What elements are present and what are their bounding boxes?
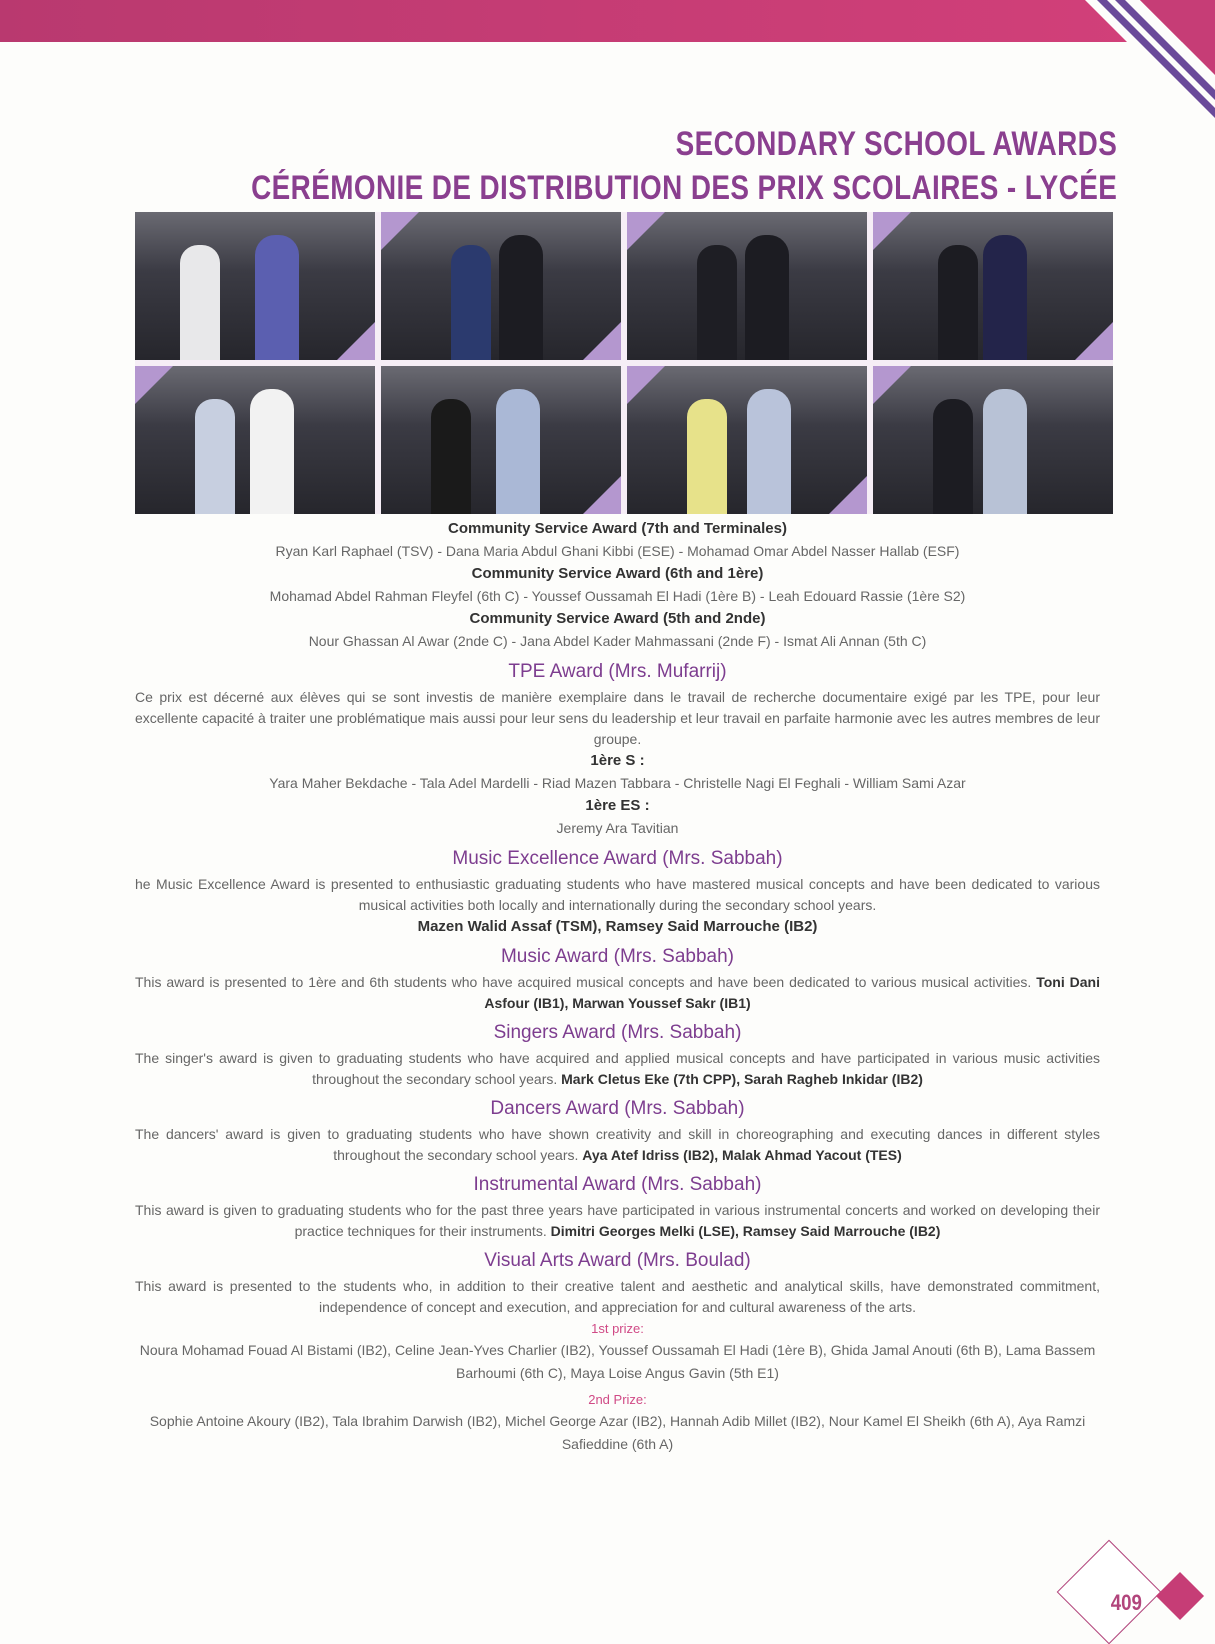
ceremony-photo <box>135 212 375 360</box>
award-title: Community Service Award (6th and 1ère) <box>471 565 764 582</box>
award-names: Nour Ghassan Al Awar (2nde C) - Jana Abdel Kader Mahmassani (2nde F) - Ismat Ali Annan (5th C) <box>308 633 927 649</box>
ceremony-photo <box>627 212 867 360</box>
ceremony-photo <box>135 366 375 514</box>
award-names: Mohamad Abdel Rahman Fleyfel (6th C) - Youssef Oussamah El Hadi (1ère B) - Leah Edouard Rassie (1ère S2) <box>269 588 966 604</box>
award-title: Community Service Award (7th and Terminales) <box>448 520 787 537</box>
award-names: Noura Mohamad Fouad Al Bistami (IB2), Celine Jean-Yves Charlier (IB2), Youssef Oussamah El Hadi (1ère B), Ghida Jamal Anouti (6th B), Lama Bassem Barhoumi (6th C), Maya Loise Angus Gavin (5th E1) <box>139 1342 1096 1381</box>
section-description: he Music Excellence Award is presented to enthusiastic graduating students who have mastered musical concepts and have been dedicated to various musical activities both locally and internationally during the secondary school years. <box>135 876 1100 913</box>
ceremony-photo <box>873 366 1113 514</box>
top-banner <box>0 0 1215 42</box>
section-description: Ce prix est décerné aux élèves qui se sont investis de manière exemplaire dans le travail de recherche documentaire exigé par les TPE, pour leur excellente capacité à traiter une problématique mais aussi pour leur sens du leadership et leur travail en parfaite harmonie avec les autres membres de leur groupe. <box>135 689 1100 747</box>
section-heading: Dancers Award (Mrs. Sabbah) <box>490 1098 745 1119</box>
awards-content <box>135 518 1100 1456</box>
ceremony-photo <box>381 212 621 360</box>
page-number: 409 <box>1110 1590 1142 1615</box>
page-number-frame <box>1057 1540 1162 1644</box>
prize-label: 2nd Prize: <box>588 1392 647 1407</box>
award-names: Sophie Antoine Akoury (IB2), Tala Ibrahim Darwish (IB2), Michel George Azar (IB2), Hannah Adib Millet (IB2), Nour Kamel El Sheikh (6th A), Aya Ramzi Safieddine (6th A) <box>149 1413 1086 1452</box>
award-winners: Mark Cletus Eke (7th CPP), Sarah Ragheb Inkidar (IB2) <box>561 1071 923 1087</box>
page-title <box>61 122 1117 210</box>
award-names: Ryan Karl Raphael (TSV) - Dana Maria Abdul Ghani Kibbi (ESE) - Mohamad Omar Abdel Nasser Hallab (ESF) <box>275 543 960 559</box>
section-description: The dancers' award is given to graduating students who have shown creativity and skill in choreographing and executing dances in different styles throughout the secondary school years. Aya Atef Idriss (IB2), Malak Ahmad Yacout (TES) <box>135 1126 1100 1163</box>
page-diamond-decoration <box>1156 1572 1204 1620</box>
section-description: This award is presented to the students who, in addition to their creative talent and aesthetic and analytical skills, have demonstrated commitment, independence of concept and execution, and appreciation for and cultural awareness of the arts. <box>135 1278 1100 1315</box>
title-english: SECONDARY SCHOOL AWARDS <box>675 125 1117 163</box>
award-names: Jeremy Ara Tavitian <box>556 820 679 836</box>
section-description: The singer's award is given to graduating students who have acquired and applied musical concepts and have participated in various music activities throughout the secondary school years. Mark Cletus Eke (7th CPP), Sarah Ragheb Inkidar (IB2) <box>135 1050 1100 1087</box>
section-heading: Visual Arts Award (Mrs. Boulad) <box>484 1250 751 1271</box>
section-heading: Instrumental Award (Mrs. Sabbah) <box>473 1174 762 1195</box>
section-description: This award is presented to 1ère and 6th students who have acquired musical concepts and have been dedicated to various musical activities. Toni Dani Asfour (IB1), Marwan Youssef Sakr (IB1) <box>135 974 1100 1011</box>
award-winners: Dimitri Georges Melki (LSE), Ramsey Said Marrouche (IB2) <box>550 1223 941 1239</box>
title-french: CÉRÉMONIE DE DISTRIBUTION DES PRIX SCOLAIRES - LYCÉE <box>250 169 1117 207</box>
award-title: Community Service Award (5th and 2nde) <box>469 610 766 627</box>
section-heading: Music Excellence Award (Mrs. Sabbah) <box>452 848 783 869</box>
award-names: Yara Maher Bekdache - Tala Adel Mardelli - Riad Mazen Tabbara - Christelle Nagi El Feghali - William Sami Azar <box>269 775 966 791</box>
award-winners: Mazen Walid Assaf (TSM), Ramsey Said Marrouche (IB2) <box>417 918 818 935</box>
ceremony-photo <box>627 366 867 514</box>
ceremony-photo <box>873 212 1113 360</box>
award-winners: Toni Dani Asfour (IB1), Marwan Youssef Sakr (IB1) <box>484 974 1100 1011</box>
ceremony-photo <box>381 366 621 514</box>
section-heading: TPE Award (Mrs. Mufarrij) <box>508 661 727 682</box>
class-label: 1ère S : <box>590 752 645 769</box>
section-description: This award is given to graduating students who for the past three years have participated in various instrumental concerts and worked on developing their practice techniques for their instruments. Dimitri Georges Melki (LSE), Ramsey Said Marrouche (IB2) <box>135 1202 1100 1239</box>
prize-label: 1st prize: <box>591 1321 644 1336</box>
award-winners: Aya Atef Idriss (IB2), Malak Ahmad Yacout (TES) <box>582 1147 902 1163</box>
section-heading: Music Award (Mrs. Sabbah) <box>500 946 734 967</box>
class-label: 1ère ES : <box>585 797 650 814</box>
photo-grid <box>135 212 1113 514</box>
section-heading: Singers Award (Mrs. Sabbah) <box>493 1022 742 1043</box>
